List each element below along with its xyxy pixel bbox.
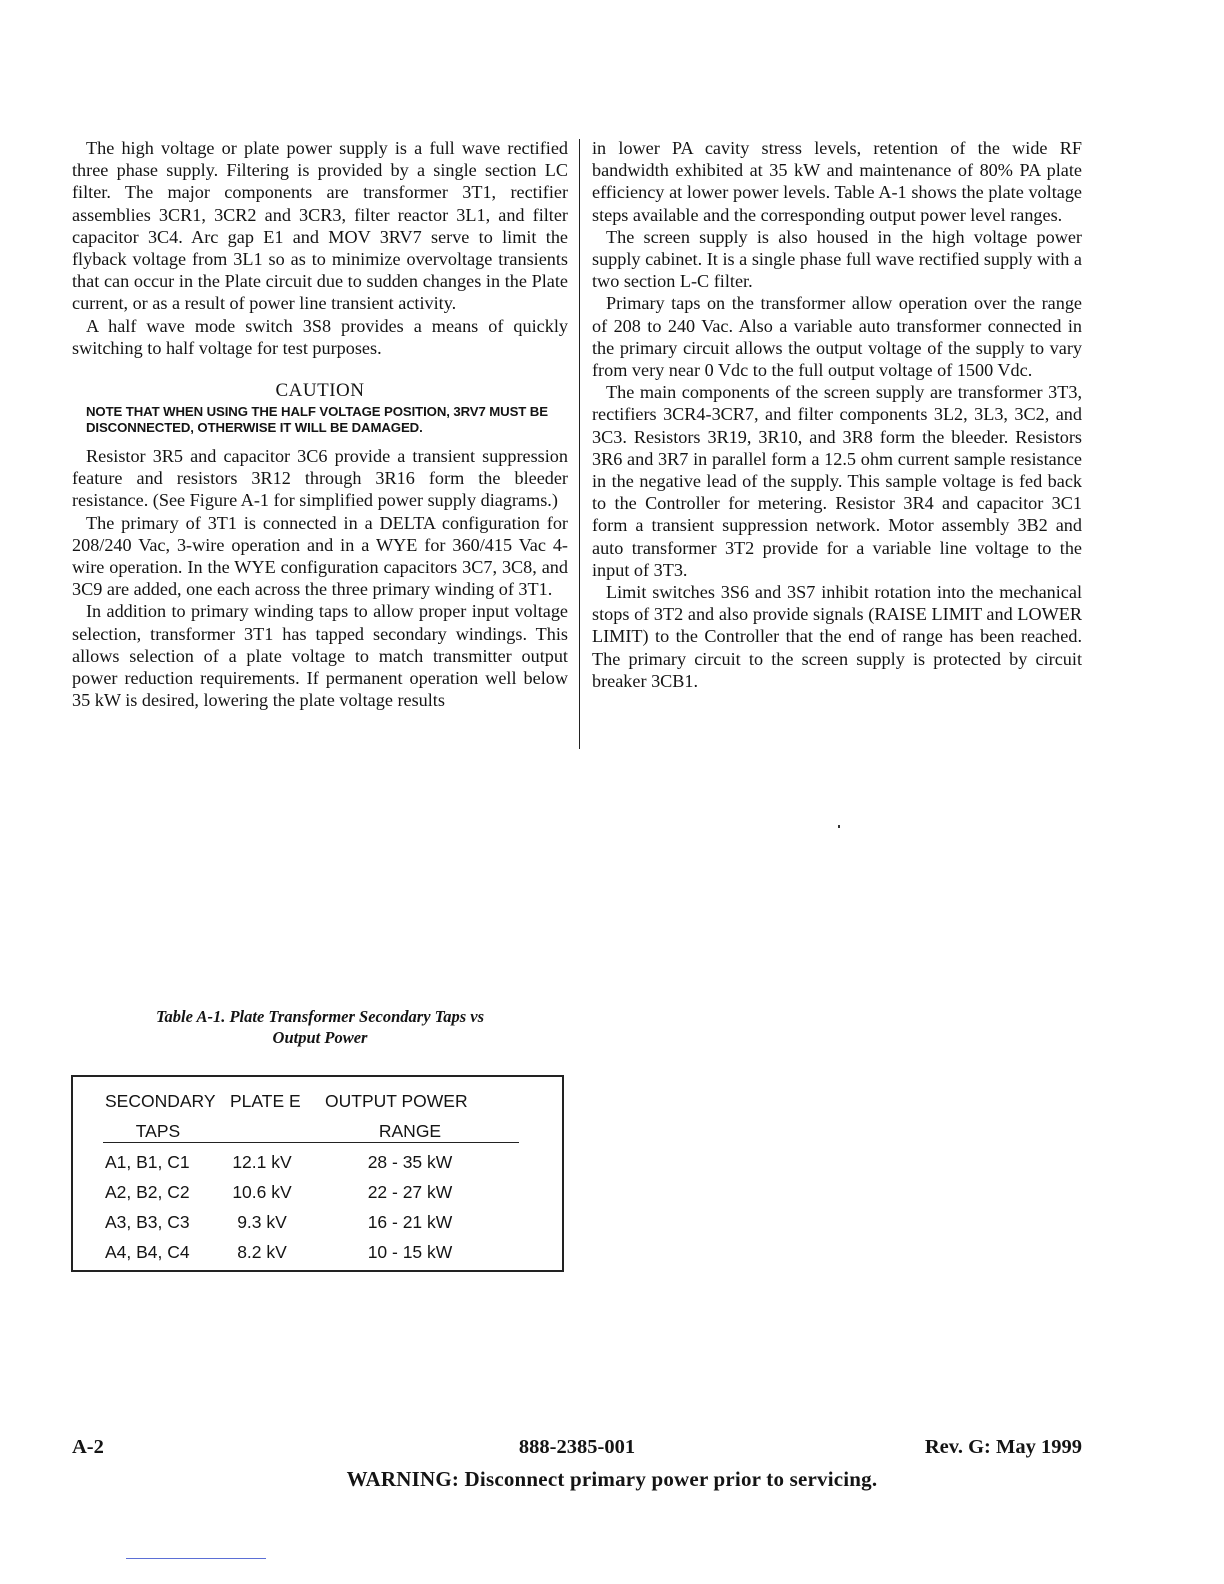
table-caption-line1: Table A-1. Plate Transformer Secondary Taps vs bbox=[155, 1007, 484, 1026]
cell-taps: A4, B4, C4 bbox=[105, 1242, 190, 1262]
paragraph: The primary of 3T1 is connected in a DELTA configuration for 208/240 Vac, 3-wire operation and in a WYE for 360/415 Vac 4-wire operation. In the WYE configuration capacitors 3C7, 3C8, and 3C9 are added, one each across the three primary winding of 3T1. bbox=[72, 512, 568, 600]
paragraph: The screen supply is also housed in the high voltage power supply cabinet. It is a single phase full wave rectified supply with a two section L-C filter. bbox=[592, 226, 1082, 292]
taps-table bbox=[71, 1075, 564, 1272]
paragraph: In addition to primary winding taps to allow proper input voltage selection, transformer 3T1 has tapped secondary windings. This allows selection of a plate voltage to match transmitter output power reduction requirements. If permanent operation well below 35 kW is desired, lowering the plate voltage results bbox=[72, 601, 568, 711]
left-text-column bbox=[72, 137, 568, 711]
decorative-line bbox=[126, 1558, 266, 1559]
table-caption bbox=[72, 1006, 568, 1048]
paragraph: The main components of the screen supply are transformer 3T3, rectifiers 3CR4-3CR7, and filter components 3L2, 3L3, 3C2, and 3C3. Resistors 3R19, 3R10, and 3R8 form the bleeder. Resistors 3R6 and 3R7 in parallel form a 12.5 ohm current sample resistance in the negative lead of the supply. This sample voltage is fed back to the Controller for metering. Resistor 3R4 and capacitor 3C1 form a transient suppression network. Motor assembly 3B2 and auto transformer 3T2 provide for a variable line voltage to the input of 3T3. bbox=[592, 382, 1082, 580]
paragraph: The high voltage or plate power supply is a full wave rectified three phase supply. Filtering is provided by a single section LC filter. The major components are transformer 3T1, rectifier assemblies 3CR1, 3CR2 and 3CR3, filter reactor 3L1, and filter capacitor 3C4. Arc gap E1 and MOV 3RV7 serve to limit the flyback voltage from 3L1 so as to minimize overvoltage transients that can occur in the Plate circuit due to sudden changes in the Plate current, or as a result of power line transient activity. bbox=[72, 138, 568, 314]
paragraph: Primary taps on the transformer allow operation over the range of 208 to 240 Vac. Also a variable auto transformer connected in the primary circuit allows the output voltage of the supply to vary from very near 0 Vdc to the full output voltage of 1500 Vdc. bbox=[592, 293, 1082, 381]
cell-taps: A1, B1, C1 bbox=[105, 1152, 190, 1172]
doc-number: 888-2385-001 bbox=[518, 1436, 636, 1458]
cell-taps: A3, B3, C3 bbox=[105, 1212, 190, 1232]
revision: Rev. G: May 1999 bbox=[924, 1436, 1082, 1458]
cell-power: 28 - 35 kW bbox=[367, 1152, 453, 1172]
header-power-line1: OUTPUT POWER bbox=[325, 1091, 468, 1111]
right-text-column bbox=[592, 137, 1082, 692]
paragraph: Limit switches 3S6 and 3S7 inhibit rotation into the mechanical stops of 3T2 and also provide signals (RAISE LIMIT and LOWER LIMIT) to the Controller that the end of range has been reached. The primary circuit to the screen supply is protected by circuit breaker 3CB1. bbox=[592, 582, 1082, 691]
paragraph: Resistor 3R5 and capacitor 3C6 provide a transient suppression feature and resistors 3R12 through 3R16 form the bleeder resistance. (See Figure A-1 for simplified power supply diagrams.) bbox=[72, 446, 568, 511]
paragraph: in lower PA cavity stress levels, retention of the wide RF bandwidth exhibited at 35 kW and maintenance of 80% PA plate efficiency at lower power levels. Table A-1 shows the plate voltage steps available and the corresponding output power level ranges. bbox=[592, 138, 1082, 225]
column-divider bbox=[579, 139, 580, 749]
cell-plate: 8.2 kV bbox=[237, 1242, 287, 1262]
header-taps-line1: SECONDARY bbox=[105, 1091, 216, 1111]
header-taps-line2: TAPS bbox=[135, 1121, 181, 1141]
page-number: A-2 bbox=[72, 1436, 104, 1458]
cell-taps: A2, B2, C2 bbox=[105, 1182, 190, 1202]
warning-notice: WARNING: Disconnect primary power prior to servicing. bbox=[346, 1467, 878, 1491]
paragraph: A half wave mode switch 3S8 provides a means of quickly switching to half voltage for test purposes. bbox=[72, 315, 568, 358]
table-caption-line2: Output Power bbox=[272, 1028, 368, 1047]
header-power-line2: RANGE bbox=[378, 1121, 442, 1141]
cell-plate: 10.6 kV bbox=[232, 1182, 292, 1202]
cell-power: 16 - 21 kW bbox=[367, 1212, 453, 1232]
caution-note: NOTE THAT WHEN USING THE HALF VOLTAGE POSITION, 3RV7 MUST BE DISCONNECTED, OTHERWISE IT WILL BE DAMAGED. bbox=[86, 404, 548, 435]
header-plate: PLATE E bbox=[230, 1091, 301, 1111]
cell-power: 10 - 15 kW bbox=[367, 1242, 453, 1262]
page-footer bbox=[72, 1436, 1082, 1462]
scan-speck bbox=[838, 825, 840, 828]
cell-plate: 9.3 kV bbox=[237, 1212, 287, 1232]
cell-plate: 12.1 kV bbox=[232, 1152, 292, 1172]
header-rule bbox=[103, 1142, 519, 1143]
caution-heading: CAUTION bbox=[275, 380, 365, 402]
cell-power: 22 - 27 kW bbox=[367, 1182, 453, 1202]
